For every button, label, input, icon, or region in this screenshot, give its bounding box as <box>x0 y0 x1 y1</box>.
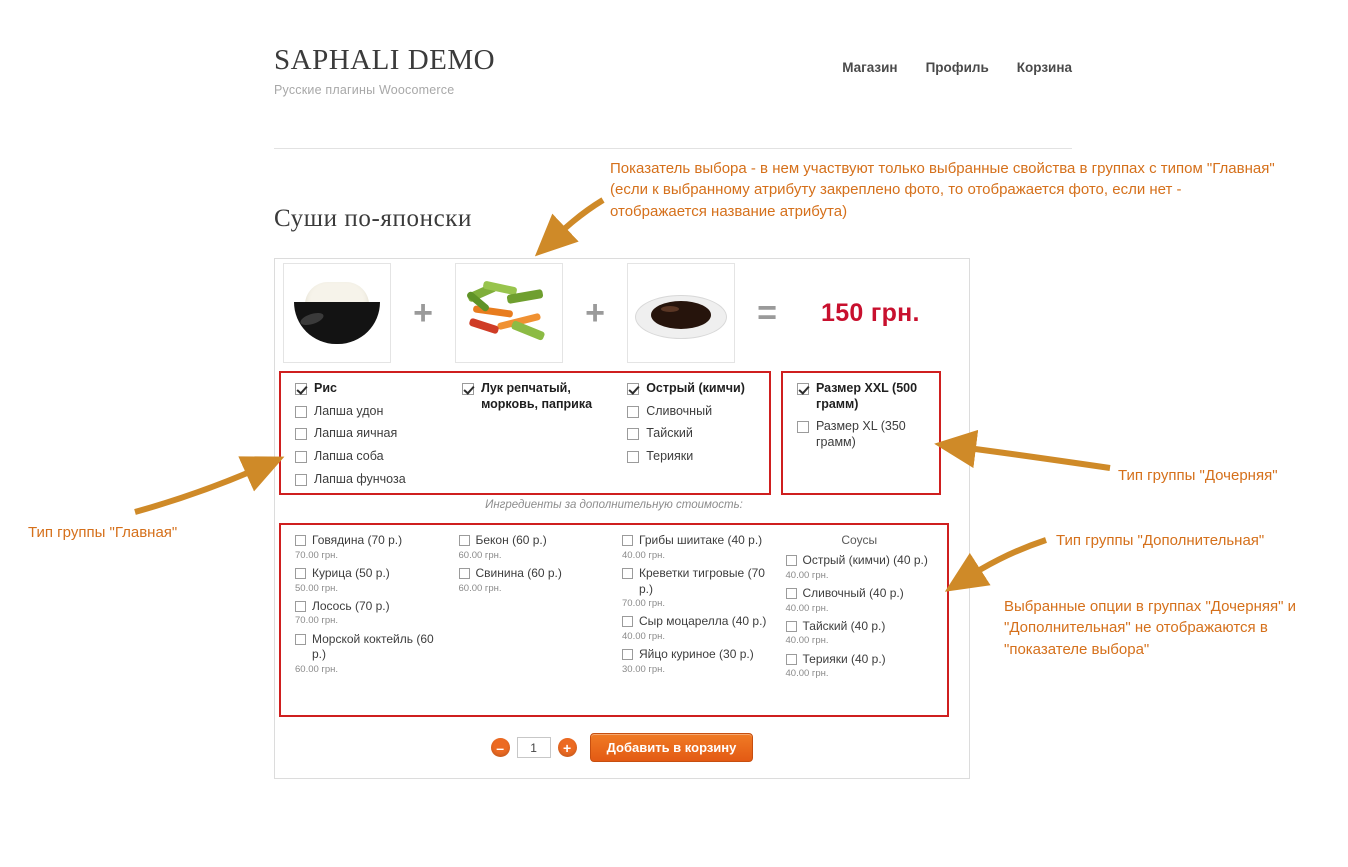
checkbox-icon[interactable] <box>786 654 797 665</box>
annotation-main-group: Тип группы "Главная" <box>28 524 178 541</box>
quantity-input[interactable] <box>517 737 551 758</box>
checkbox-icon[interactable] <box>622 535 633 546</box>
option-rice[interactable] <box>295 381 446 397</box>
checkbox-icon[interactable] <box>622 568 633 579</box>
option-price: 30.00 грн. <box>622 664 666 675</box>
option-label: Свинина (60 р.) <box>475 565 562 580</box>
extra-option-beef[interactable] <box>295 533 443 562</box>
option-label: Лук репчатый, морковь, паприка <box>481 381 593 411</box>
selection-indicator-row <box>275 259 969 367</box>
checkbox-icon[interactable] <box>459 535 470 546</box>
option-label: Лапша фунчоза <box>314 471 406 486</box>
option-label: Говядина (70 р.) <box>312 533 403 547</box>
product-configurator-card <box>274 258 970 779</box>
option-thai[interactable] <box>627 426 755 442</box>
option-label: Размер XXL (500 грамм) <box>816 381 918 411</box>
checkbox-icon[interactable] <box>295 451 307 463</box>
indicator-equals: = <box>757 294 777 332</box>
option-group-main <box>279 371 771 495</box>
main-group-column-2 <box>454 381 619 485</box>
quantity-decrease-button[interactable]: – <box>491 738 510 757</box>
extra-option-bacon[interactable] <box>459 533 607 562</box>
checkbox-icon[interactable] <box>295 535 306 546</box>
extra-group-column-3 <box>614 533 778 680</box>
extra-ingredients-hint: Ингредиенты за дополнительную стоимость: <box>485 499 743 511</box>
indicator-thumb-vegetables <box>455 263 563 363</box>
option-price: 40.00 грн. <box>785 602 829 614</box>
option-label: Терияки <box>646 448 694 463</box>
option-label: Морской коктейль (60 р.) <box>312 631 434 662</box>
child-group-column <box>789 381 933 485</box>
add-to-cart-row <box>275 733 969 762</box>
checkbox-icon[interactable] <box>295 634 306 645</box>
checkbox-icon[interactable] <box>786 588 797 599</box>
main-group-column-3 <box>619 381 763 485</box>
sauces-header: Соусы <box>841 533 878 547</box>
option-price: 40.00 грн. <box>622 631 666 643</box>
option-label: Грибы шиитаке (40 р.) <box>639 533 763 547</box>
checkbox-icon[interactable] <box>295 568 306 579</box>
option-label: Курица (50 р.) <box>312 565 390 580</box>
add-to-cart-button[interactable]: Добавить в корзину <box>590 733 754 762</box>
annotation-indicator: Показатель выбора - в нем участвуют только выбранные свойства в группах с типом "Главная" (если к выбранному атрибуту закреплено фото, то отображается фото, если нет - отображается название атрибута) <box>610 160 1275 220</box>
header-divider <box>274 148 1072 149</box>
checkbox-icon[interactable] <box>295 383 307 395</box>
indicator-plus-1: + <box>413 294 433 332</box>
quantity-increase-button[interactable]: + <box>558 738 577 757</box>
checkbox-icon[interactable] <box>797 383 809 395</box>
option-label: Острый (кимчи) <box>646 381 745 395</box>
checkbox-icon[interactable] <box>462 383 474 395</box>
option-egg-noodles[interactable] <box>295 426 446 442</box>
checkbox-icon[interactable] <box>627 428 639 440</box>
extra-option-mozzarella[interactable] <box>622 614 770 643</box>
extra-option-pork[interactable] <box>459 566 607 595</box>
product-title: Суши по-японски <box>274 205 473 232</box>
checkbox-icon[interactable] <box>295 406 307 418</box>
extra-option-shiitake[interactable] <box>622 533 770 562</box>
product-price: 150 грн. <box>821 298 920 327</box>
option-price: 60.00 грн. <box>458 582 502 594</box>
indicator-thumb-rice <box>283 263 391 363</box>
option-udon[interactable] <box>295 404 446 420</box>
checkbox-icon[interactable] <box>627 383 639 395</box>
option-label: Острый (кимчи) (40 р.) <box>802 553 928 567</box>
option-group-child <box>781 371 941 495</box>
nav-item-profile[interactable]: Профиль <box>925 60 989 75</box>
option-teriyaki[interactable] <box>627 449 755 465</box>
checkbox-icon[interactable] <box>786 621 797 632</box>
extra-group-column-2 <box>451 533 615 599</box>
extra-option-tiger-shrimp[interactable] <box>622 566 770 611</box>
checkbox-icon[interactable] <box>295 474 307 486</box>
option-creamy[interactable] <box>627 404 755 420</box>
option-label: Лапша удон <box>314 403 384 418</box>
option-label: Лапша яичная <box>314 426 398 441</box>
option-label: Лосось (70 р.) <box>312 598 390 613</box>
option-label: Тайский (40 р.) <box>802 618 886 633</box>
option-price: 40.00 грн. <box>785 668 829 680</box>
extra-option-sauce-thai[interactable] <box>786 619 934 648</box>
option-price: 40.00 грн. <box>785 569 829 581</box>
option-size-xxl[interactable] <box>797 381 925 412</box>
extra-option-chicken[interactable] <box>295 566 443 595</box>
nav-item-shop[interactable]: Магазин <box>842 60 898 75</box>
option-soba[interactable] <box>295 449 446 465</box>
option-label: Рис <box>314 381 337 395</box>
option-price: 70.00 грн. <box>295 615 339 627</box>
annotation-child-group: Тип группы "Дочерняя" <box>1118 467 1278 484</box>
checkbox-icon[interactable] <box>627 406 639 418</box>
checkbox-icon[interactable] <box>622 616 633 627</box>
page-title: SAPHALI DEMO <box>274 44 496 76</box>
option-price: 40.00 грн. <box>622 549 666 561</box>
option-label: Размер XL (350 грамм) <box>816 419 906 449</box>
option-price: 70.00 грн. <box>622 598 666 610</box>
rice-bowl-icon <box>294 282 380 344</box>
annotation-extra-group: Тип группы "Дополнительная" <box>1056 532 1265 549</box>
option-price: 40.00 грн. <box>785 635 829 647</box>
main-group-column-1 <box>287 381 454 485</box>
option-spicy-kimchi[interactable] <box>627 381 755 397</box>
option-label: Яйцо куриное (30 р.) <box>639 647 754 662</box>
annotation-note: Выбранные опции в группах "Дочерняя" и "Дополнительная" не отображаются в "показателе выбора" <box>1004 598 1297 658</box>
extra-group-column-4 <box>778 533 942 685</box>
checkbox-icon[interactable] <box>786 555 797 566</box>
checkbox-icon[interactable] <box>295 428 307 440</box>
indicator-plus-2: + <box>585 294 605 332</box>
option-onion-carrot-paprika[interactable] <box>462 381 611 412</box>
option-label: Бекон (60 р.) <box>475 533 547 547</box>
checkbox-icon[interactable] <box>295 601 306 612</box>
extra-option-sauce-spicy[interactable] <box>786 553 934 582</box>
option-size-xl[interactable] <box>797 419 925 450</box>
extra-option-sauce-teriyaki[interactable] <box>786 652 934 681</box>
option-label: Сливочный (40 р.) <box>802 585 904 600</box>
option-label: Сливочный <box>646 403 713 418</box>
option-price: 70.00 грн. <box>295 549 339 561</box>
checkbox-icon[interactable] <box>459 568 470 579</box>
option-label: Тайский <box>646 426 693 441</box>
option-label: Сыр моцарелла (40 р.) <box>639 614 767 629</box>
checkbox-icon[interactable] <box>797 421 809 433</box>
sauce-icon <box>635 285 727 341</box>
site-header <box>274 44 1072 97</box>
indicator-thumb-sauce <box>627 263 735 363</box>
site-tagline: Русские плагины Woocomerce <box>274 83 455 97</box>
option-group-extra <box>279 523 949 717</box>
option-price: 50.00 грн. <box>295 582 339 594</box>
extra-option-seafood-mix[interactable] <box>295 632 443 677</box>
vegetables-icon <box>463 282 555 344</box>
option-label: Лапша соба <box>314 448 384 463</box>
option-label: Терияки (40 р.) <box>802 651 886 666</box>
option-price: 60.00 грн. <box>295 664 339 675</box>
extra-option-salmon[interactable] <box>295 599 443 628</box>
extra-option-sauce-creamy[interactable] <box>786 586 934 615</box>
option-price: 60.00 грн. <box>458 549 502 561</box>
option-label: Креветки тигровые (70 р.) <box>639 565 765 596</box>
extra-group-column-1 <box>287 533 451 680</box>
checkbox-icon[interactable] <box>627 451 639 463</box>
main-navigation <box>842 60 1072 75</box>
nav-item-cart[interactable]: Корзина <box>1016 60 1072 75</box>
extra-option-egg[interactable] <box>622 647 770 676</box>
option-funchoza[interactable] <box>295 472 446 488</box>
checkbox-icon[interactable] <box>622 649 633 660</box>
